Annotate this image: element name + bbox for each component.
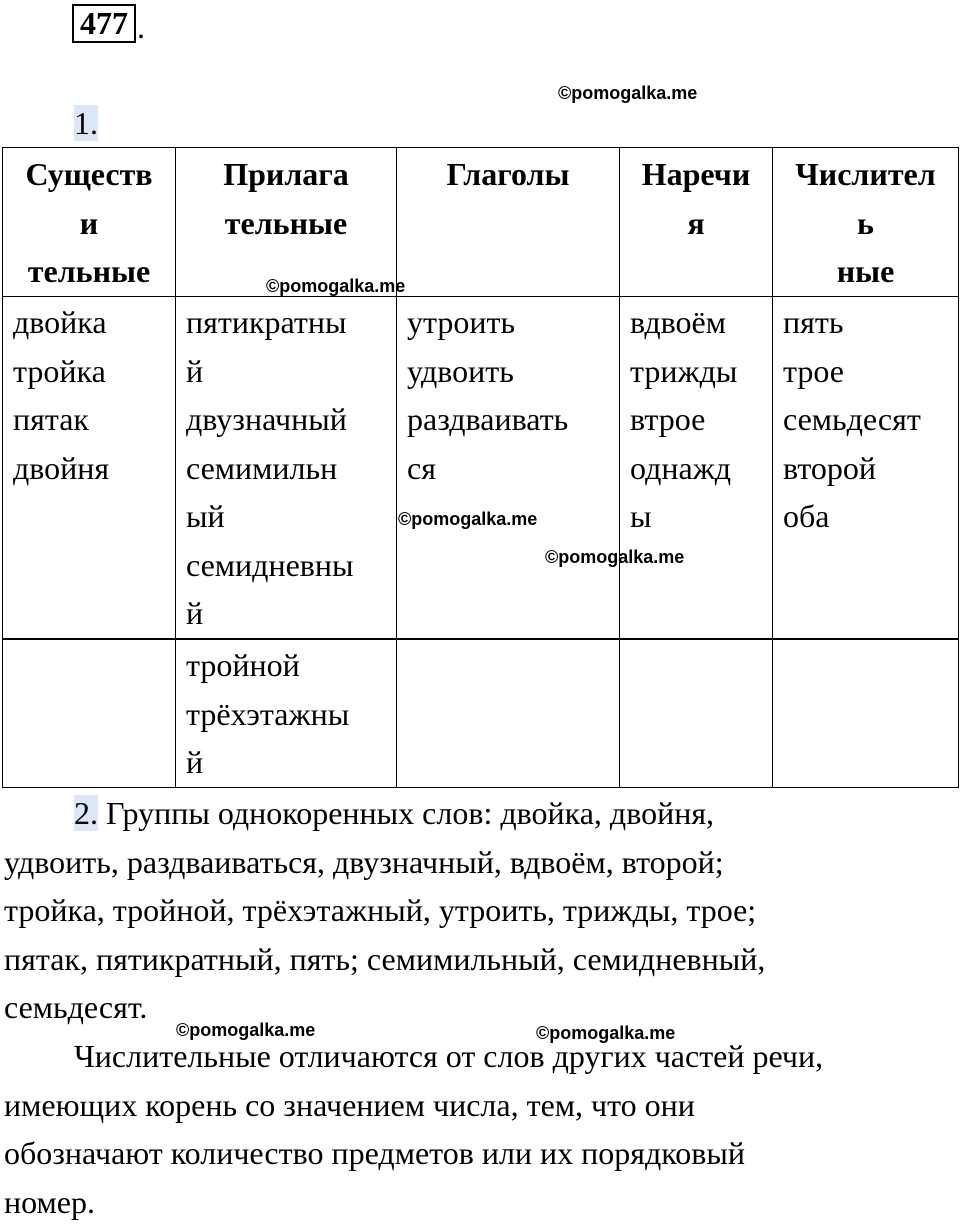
section-2-intro: Группы однокоренных слов: двойка, двойня, bbox=[98, 795, 714, 831]
text-line: семьдесят bbox=[783, 395, 958, 444]
text-line: Глаголы bbox=[397, 150, 619, 199]
continuation-table bbox=[2, 639, 959, 788]
cell-nouns bbox=[3, 297, 176, 639]
watermark: ©pomogalka.me bbox=[545, 548, 684, 566]
header-verbs bbox=[397, 148, 620, 297]
text-line: трёхэтажны bbox=[186, 690, 396, 739]
text-line: й bbox=[186, 347, 396, 396]
text-line: двузначный bbox=[186, 395, 396, 444]
conclusion-line: номер. bbox=[4, 1178, 954, 1226]
text-line: пятак, пятикратный, пять; семимильный, семидневный, bbox=[4, 935, 954, 984]
text-line: ся bbox=[407, 444, 619, 493]
task-number-box: 477 bbox=[72, 4, 136, 43]
text-line: пятикратны bbox=[186, 298, 396, 347]
table-row bbox=[3, 640, 959, 788]
text-line: ные bbox=[773, 247, 958, 296]
header-adverbs bbox=[620, 148, 773, 297]
task-number bbox=[72, 4, 145, 43]
table-row bbox=[3, 297, 959, 639]
cell-adverbs-cont bbox=[620, 640, 773, 788]
header-adjectives bbox=[176, 148, 397, 297]
text-line: и bbox=[3, 199, 175, 248]
text-line: втрое bbox=[630, 395, 772, 444]
conclusion-paragraph bbox=[4, 1032, 954, 1226]
section-2-number: 2. bbox=[74, 795, 98, 831]
conclusion-line: обозначают количество предметов или их порядковый bbox=[4, 1129, 954, 1178]
text-line: семимильн bbox=[186, 444, 396, 493]
task-number-dot: . bbox=[137, 11, 145, 43]
text-line: семидневны bbox=[186, 541, 396, 590]
text-line: тройной bbox=[186, 641, 396, 690]
text-line: ы bbox=[630, 492, 772, 541]
text-line: й bbox=[186, 738, 396, 787]
cell-numerals bbox=[773, 297, 959, 639]
text-line: трижды bbox=[630, 347, 772, 396]
text-line: двойня bbox=[13, 444, 175, 493]
text-line: семьдесят. bbox=[4, 983, 954, 1032]
cell-nouns-cont bbox=[3, 640, 176, 788]
cell-verbs bbox=[397, 297, 620, 639]
text-line: Прилага bbox=[176, 150, 396, 199]
cell-adjectives-cont bbox=[176, 640, 397, 788]
watermark: ©pomogalka.me bbox=[266, 277, 405, 295]
section-1-label bbox=[74, 100, 98, 146]
text-line: Наречи bbox=[620, 150, 772, 199]
text-line: я bbox=[620, 199, 772, 248]
text-line: ь bbox=[773, 199, 958, 248]
text-line: пять bbox=[783, 298, 958, 347]
header-numerals bbox=[773, 148, 959, 297]
text-line: раздваивать bbox=[407, 395, 619, 444]
cell-numerals-cont bbox=[773, 640, 959, 788]
header-nouns bbox=[3, 148, 176, 297]
text-line: Существ bbox=[3, 150, 175, 199]
text-line: удвоить bbox=[407, 347, 619, 396]
text-line: трое bbox=[783, 347, 958, 396]
text-line: тройка bbox=[13, 347, 175, 396]
text-line: й bbox=[186, 589, 396, 638]
conclusion-line: имеющих корень со значением числа, тем, что они bbox=[4, 1081, 954, 1130]
text-line: однажд bbox=[630, 444, 772, 493]
conclusion-line: Числительные отличаются от слов других частей речи, bbox=[4, 1032, 954, 1081]
watermark: ©pomogalka.me bbox=[558, 84, 697, 102]
text-line: тельные bbox=[176, 199, 396, 248]
text-line: двойка bbox=[13, 298, 175, 347]
cell-adverbs bbox=[620, 297, 773, 639]
cell-verbs-cont bbox=[397, 640, 620, 788]
text-line: утроить bbox=[407, 298, 619, 347]
section-2-lines bbox=[4, 838, 954, 1032]
text-line: тройка, тройной, трёхэтажный, утроить, трижды, трое; bbox=[4, 886, 954, 935]
text-line: пятак bbox=[13, 395, 175, 444]
table-header-row bbox=[3, 148, 959, 297]
parts-of-speech-table bbox=[2, 147, 959, 639]
text-line: тельные bbox=[3, 247, 175, 296]
text-line: ый bbox=[186, 492, 396, 541]
watermark: ©pomogalka.me bbox=[176, 1021, 315, 1039]
text-line: второй bbox=[783, 444, 958, 493]
watermark: ©pomogalka.me bbox=[536, 1024, 675, 1042]
watermark: ©pomogalka.me bbox=[398, 510, 537, 528]
section-1-number: 1. bbox=[74, 105, 98, 141]
text-line: вдвоём bbox=[630, 298, 772, 347]
cell-adjectives bbox=[176, 297, 397, 639]
text-line: оба bbox=[783, 492, 958, 541]
section-2-paragraph bbox=[4, 789, 954, 1032]
text-line: удвоить, раздваиваться, двузначный, вдвоём, второй; bbox=[4, 838, 954, 887]
section-2-first-line bbox=[4, 789, 954, 838]
text-line: Числител bbox=[773, 150, 958, 199]
